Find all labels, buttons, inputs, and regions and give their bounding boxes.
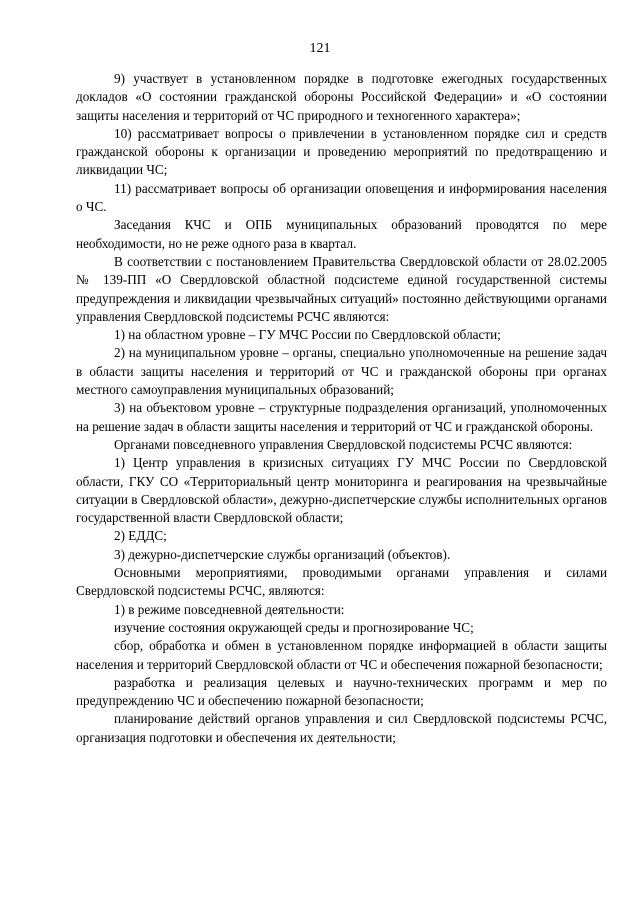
paragraph: изучение состояния окружающей среды и прогнозирование ЧС; bbox=[114, 619, 474, 635]
document-body bbox=[76, 70, 607, 747]
paragraph: 10) рассматривает вопросы о привлечении в установленном порядке сил и средств гражданской обороны к организации и проведению мероприятий по предотвращению и ликвидации ЧС; bbox=[76, 125, 607, 178]
paragraph: 1) на областном уровне – ГУ МЧС России по Свердловской области; bbox=[114, 327, 501, 343]
paragraph: разработка и реализация целевых и научно-технических программ и мер по предупреждению ЧС и обеспечению пожарной безопасности; bbox=[76, 674, 607, 709]
paragraph: 9) участвует в установленном порядке в подготовке ежегодных государственных докладов «О состоянии гражданской обороны Российской Федерации» и «О состоянии защиты населения и территорий от ЧС природного и техногенного характера»; bbox=[76, 71, 607, 123]
paragraph: 3) на объектовом уровне – структурные подразделения организаций, уполномоченных на решение задач в области защиты населения и территорий от ЧС и гражданской обороны. bbox=[76, 400, 607, 434]
paragraph: Заседания КЧС и ОПБ муниципальных образований проводятся по мере необходимости, но не реже одного раза в квартал. bbox=[76, 217, 607, 251]
paragraph: 11) рассматривает вопросы об организации оповещения и информирования населения о ЧС. bbox=[76, 180, 607, 215]
paragraph: планирование действий органов управления и сил Свердловской подсистемы РСЧС, организация подготовки и обеспечения их деятельности; bbox=[76, 711, 607, 745]
paragraph: 1) Центр управления в кризисных ситуациях ГУ МЧС России по Свердловской области, ГКУ СО «Территориальный центр мониторинга и реагирования на чрезвычайные ситуации в Свердловской области», дежурно-диспетчерские службы исполнительных органов государственной власти Свердловской области; bbox=[76, 455, 607, 526]
paragraph: Органами повседневного управления Свердловской подсистемы РСЧС являются: bbox=[114, 436, 573, 452]
paragraph: 2) на муниципальном уровне – органы, специально уполномоченные на решение задач в области защиты населения и территорий от ЧС и гражданской обороны при органах местного самоуправления муниципальных образований; bbox=[76, 345, 607, 398]
paragraph: Основными мероприятиями, проводимыми органами управления и силами Свердловской подсистемы РСЧС, являются: bbox=[76, 565, 607, 599]
paragraph: В соответствии с постановлением Правительства Свердловской области от 28.02.2005 № 139-ПП «О Свердловской областной подсистеме единой государственной системы предупреждения и ликвидации чрезвычайных ситуаций» постоянно действующими органами управления Свердловской подсистемы РСЧС являются: bbox=[76, 253, 607, 324]
paragraph: 2) ЕДДС; bbox=[114, 528, 167, 544]
paragraph: 1) в режиме повседневной деятельности: bbox=[114, 601, 345, 617]
paragraph: 3) дежурно-диспетчерские службы организаций (объектов). bbox=[114, 546, 451, 562]
page-number: 121 bbox=[309, 41, 331, 56]
paragraph: сбор, обработка и обмен в установленном порядке информацией в области защиты населения и территорий Свердловской области от ЧС и обеспечения пожарной безопасности; bbox=[76, 638, 607, 672]
